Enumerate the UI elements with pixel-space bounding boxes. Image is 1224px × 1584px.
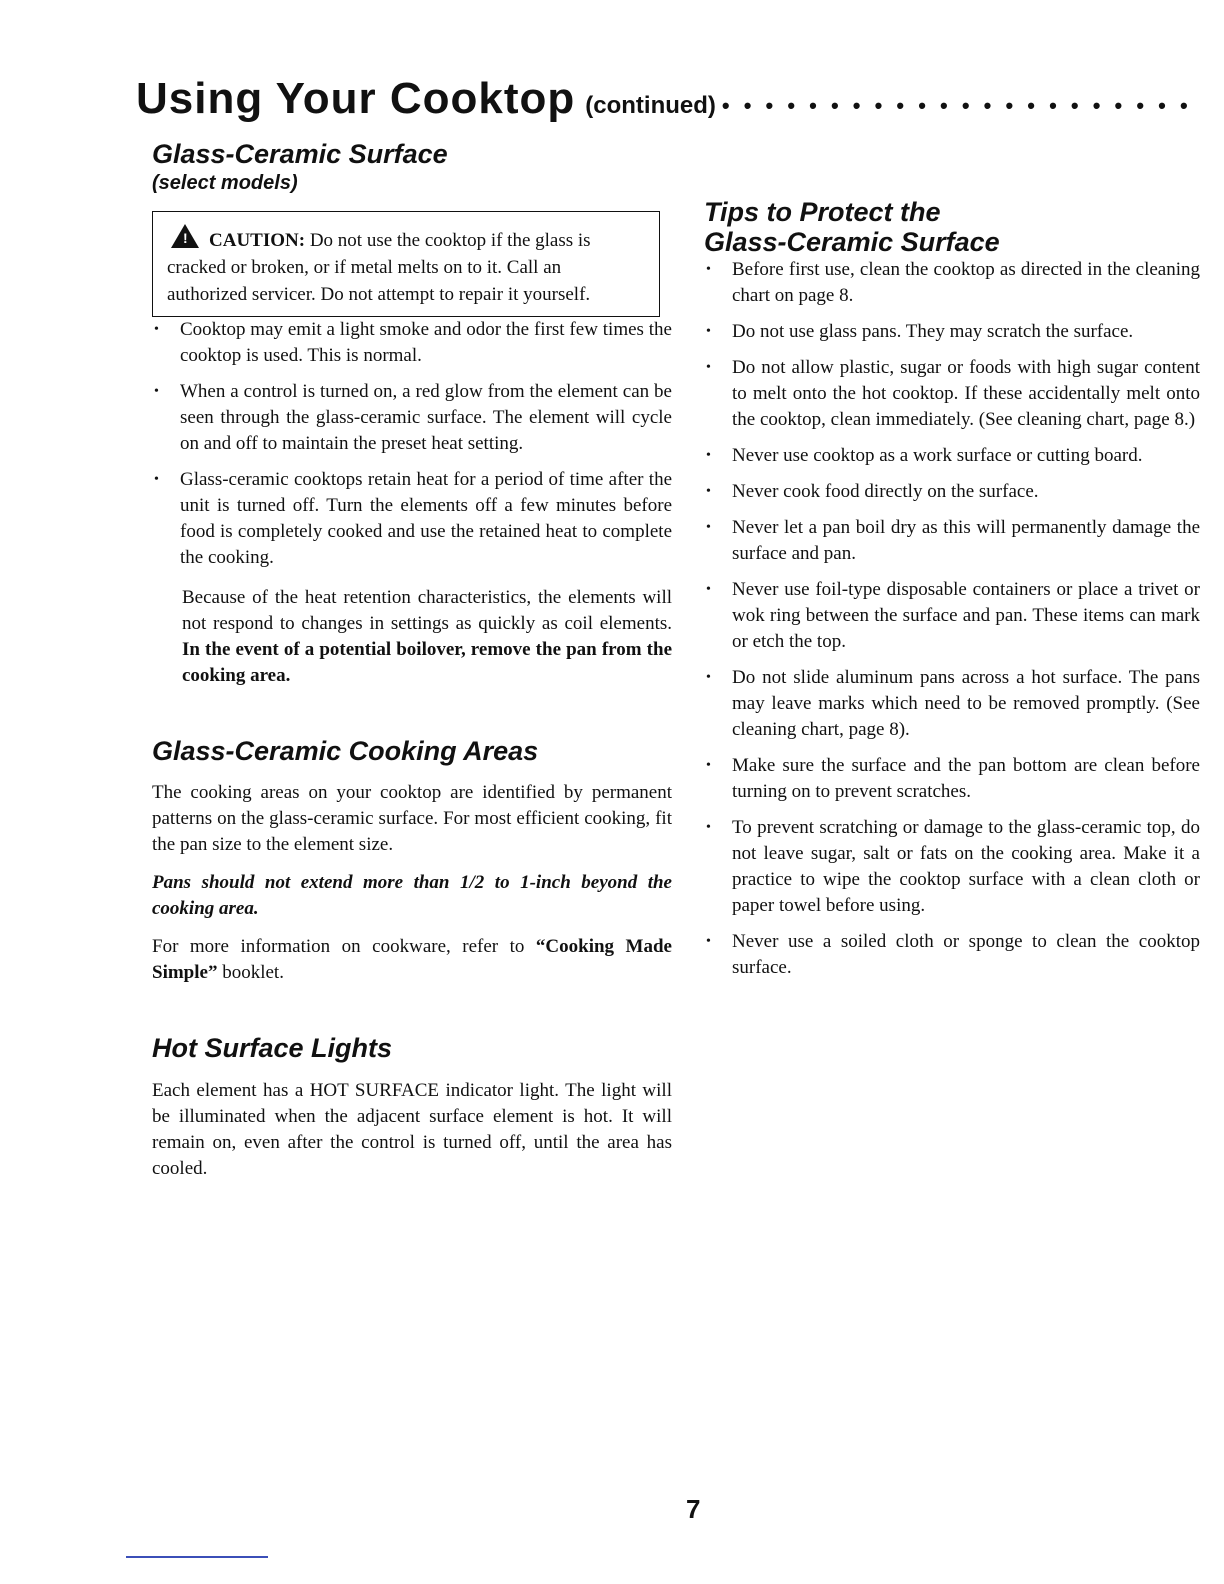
hot-surface-section bbox=[152, 1034, 672, 1182]
glass-ceramic-bullet-list bbox=[152, 317, 672, 571]
caution-text: Do not use the cooktop if the glass is cracked or broken, or if metal melts on to it. Call an authorized servicer. Do not attempt to repair it yourself. bbox=[167, 229, 591, 305]
caution-label: CAUTION: bbox=[209, 229, 306, 251]
list-item: • Never use cooktop as a work surface or cutting board. bbox=[704, 443, 1200, 469]
footer-rule bbox=[126, 1556, 268, 1558]
cookware-info-paragraph bbox=[152, 934, 672, 986]
list-item: • To prevent scratching or damage to the glass-ceramic top, do not leave sugar, salt or fats on the cooking area. Make it a practice to wipe the cooktop surface with a clean cloth or paper towel before using. bbox=[704, 815, 1200, 919]
left-column bbox=[152, 140, 672, 1182]
cooking-areas-heading: Glass-Ceramic Cooking Areas bbox=[152, 735, 539, 766]
list-item: • Do not allow plastic, sugar or foods with high sugar content to melt onto the hot cooktop. If these accidentally melt onto the cooktop, clean immediately. (See cleaning chart, page 8.) bbox=[704, 355, 1200, 433]
list-item: • Cooktop may emit a light smoke and odor the first few times the cooktop is used. This is normal. bbox=[152, 317, 672, 369]
warning-exclamation: ! bbox=[183, 229, 188, 246]
booklet-title: “Cooking Made Simple” bbox=[152, 936, 672, 984]
cooking-areas-paragraph: The cooking areas on your cooktop are identified by permanent patterns on the glass-ceramic surface. For most efficient cooking, fit the pan size to the element size. bbox=[152, 782, 672, 856]
page-number: 7 bbox=[686, 1494, 701, 1524]
heat-retention-text: Because of the heat retention characteristics, the elements will not respond to changes in settings as quickly as coil elements. bbox=[182, 586, 672, 634]
hot-surface-heading: Hot Surface Lights bbox=[152, 1033, 393, 1064]
warning-triangle-icon bbox=[171, 224, 199, 248]
title-dot-leader: • • • • • • • • • • • • • • • • • • • • • • bbox=[721, 93, 1192, 118]
boilover-warning: In the event of a potential boilover, remove the pan from the cooking area. bbox=[182, 638, 672, 686]
list-item: • Never use a soiled cloth or sponge to clean the cooktop surface. bbox=[704, 929, 1200, 981]
list-item: • Before first use, clean the cooktop as directed in the cleaning chart on page 8. bbox=[704, 257, 1200, 309]
cookware-info-text: For more information on cookware, refer to bbox=[152, 936, 536, 958]
list-item: • Make sure the surface and the pan bottom are clean before turning on to prevent scratches. bbox=[704, 753, 1200, 805]
right-column bbox=[704, 198, 1200, 991]
list-item: • Never use foil-type disposable containers or place a trivet or wok ring between the surface and pan. These items can mark or etch the top. bbox=[704, 577, 1200, 655]
caution-box bbox=[152, 211, 660, 317]
list-item: • Never let a pan boil dry as this will permanently damage the surface and pan. bbox=[704, 515, 1200, 567]
list-item: • Do not slide aluminum pans across a hot surface. The pans may leave marks which need to be removed promptly. (See cleaning chart, page 8). bbox=[704, 665, 1200, 743]
tips-heading-line2: Glass-Ceramic Surface bbox=[704, 226, 1000, 257]
list-item: • Never cook food directly on the surface. bbox=[704, 479, 1200, 505]
page-title-continued: (continued) bbox=[585, 92, 716, 119]
page-title: Using Your Cooktop bbox=[136, 74, 576, 123]
hot-surface-paragraph: Each element has a HOT SURFACE indicator light. The light will be illuminated when the adjacent surface element is hot. It will remain on, even after the control is turned off, until the area has cooled. bbox=[152, 1080, 672, 1180]
heat-retention-paragraph bbox=[152, 585, 672, 689]
list-item: • Do not use glass pans. They may scratch the surface. bbox=[704, 319, 1200, 345]
pan-size-note: Pans should not extend more than 1/2 to 1-inch beyond the cooking area. bbox=[152, 872, 672, 920]
select-models-subheading: (select models) bbox=[152, 171, 298, 194]
tips-heading-line1: Tips to Protect the bbox=[704, 197, 941, 227]
cookware-info-end: booklet. bbox=[217, 962, 284, 984]
list-item: • When a control is turned on, a red glow from the element can be seen through the glass-ceramic surface. The element will cycle on and off to maintain the preset heat setting. bbox=[152, 379, 672, 457]
glass-ceramic-surface-heading: Glass-Ceramic Surface bbox=[152, 139, 448, 169]
tips-heading bbox=[704, 198, 1200, 257]
cooking-areas-section bbox=[152, 737, 672, 987]
tips-bullet-list bbox=[704, 257, 1200, 981]
page-header bbox=[136, 74, 1196, 124]
list-item: • Glass-ceramic cooktops retain heat for a period of time after the unit is turned off. Turn the elements off a few minutes before food is completely cooked and use the retained heat to complete the cooking. bbox=[152, 467, 672, 571]
